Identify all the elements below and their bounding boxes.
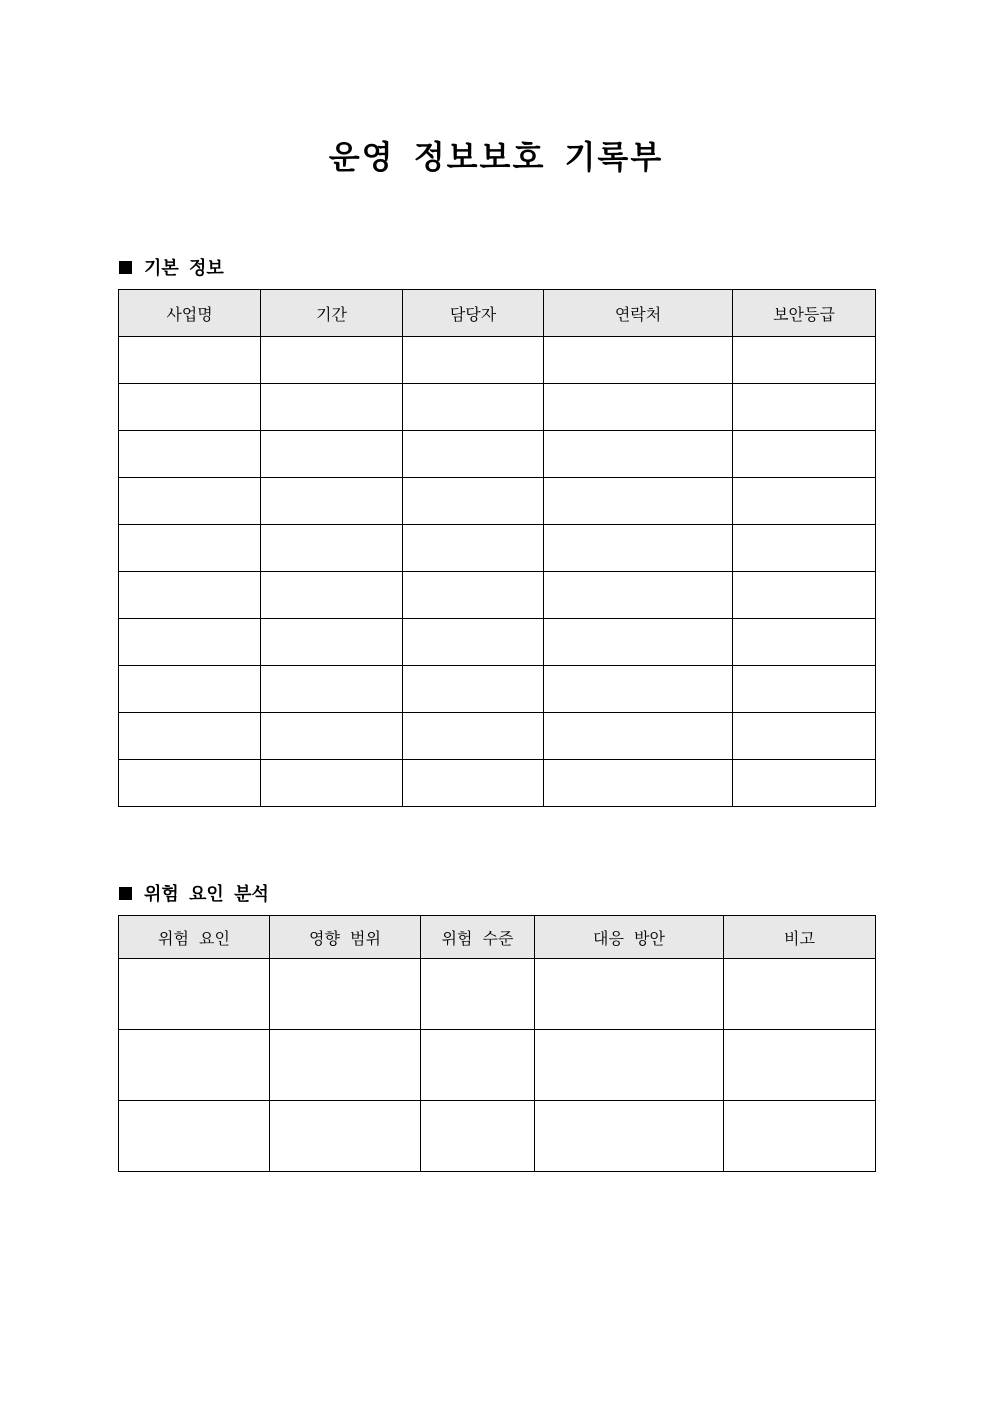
table-cell[interactable] bbox=[544, 525, 733, 572]
table-cell[interactable] bbox=[733, 760, 876, 807]
table-cell[interactable] bbox=[403, 619, 544, 666]
table-cell[interactable] bbox=[270, 1101, 421, 1172]
table-row bbox=[119, 1101, 876, 1172]
table-row bbox=[119, 478, 876, 525]
table-row bbox=[119, 959, 876, 1030]
table-cell[interactable] bbox=[733, 572, 876, 619]
table-cell[interactable] bbox=[119, 478, 261, 525]
table-cell[interactable] bbox=[119, 713, 261, 760]
square-bullet-icon bbox=[119, 887, 132, 900]
risk-analysis-table bbox=[118, 915, 876, 1172]
basic-info-heading-label: 기본 정보 bbox=[144, 258, 224, 279]
table-cell[interactable] bbox=[421, 1101, 535, 1172]
risk-analysis-heading-label: 위험 요인 분석 bbox=[144, 884, 269, 905]
table-cell[interactable] bbox=[261, 619, 403, 666]
table-cell[interactable] bbox=[724, 1030, 876, 1101]
table-cell[interactable] bbox=[403, 713, 544, 760]
table-cell[interactable] bbox=[403, 337, 544, 384]
table-cell[interactable] bbox=[261, 431, 403, 478]
table-cell[interactable] bbox=[544, 431, 733, 478]
table-cell[interactable] bbox=[544, 666, 733, 713]
table-cell[interactable] bbox=[119, 1030, 270, 1101]
column-header-security-level: 보안등급 bbox=[733, 290, 876, 337]
table-cell[interactable] bbox=[119, 959, 270, 1030]
table-cell[interactable] bbox=[119, 619, 261, 666]
table-row bbox=[119, 713, 876, 760]
table-cell[interactable] bbox=[261, 525, 403, 572]
table-header-row bbox=[119, 290, 876, 337]
table-cell[interactable] bbox=[544, 478, 733, 525]
table-row bbox=[119, 337, 876, 384]
table-cell[interactable] bbox=[261, 760, 403, 807]
table-cell[interactable] bbox=[119, 760, 261, 807]
basic-info-heading bbox=[119, 254, 224, 280]
table-row bbox=[119, 666, 876, 713]
table-header-row bbox=[119, 916, 876, 959]
table-cell[interactable] bbox=[261, 478, 403, 525]
column-header-risk-level: 위험 수준 bbox=[421, 916, 535, 959]
table-cell[interactable] bbox=[733, 478, 876, 525]
table-cell[interactable] bbox=[403, 384, 544, 431]
table-cell[interactable] bbox=[724, 1101, 876, 1172]
table-cell[interactable] bbox=[403, 478, 544, 525]
risk-analysis-heading bbox=[119, 880, 269, 906]
table-cell[interactable] bbox=[119, 572, 261, 619]
table-cell[interactable] bbox=[403, 760, 544, 807]
table-cell[interactable] bbox=[421, 1030, 535, 1101]
table-cell[interactable] bbox=[270, 959, 421, 1030]
table-cell[interactable] bbox=[544, 337, 733, 384]
table-row bbox=[119, 572, 876, 619]
table-cell[interactable] bbox=[535, 1101, 724, 1172]
table-cell[interactable] bbox=[119, 384, 261, 431]
column-header-project-name: 사업명 bbox=[119, 290, 261, 337]
table-cell[interactable] bbox=[733, 525, 876, 572]
table-row bbox=[119, 1030, 876, 1101]
document-title: 운영 정보보호 기록부 bbox=[328, 138, 664, 176]
table-cell[interactable] bbox=[261, 337, 403, 384]
table-cell[interactable] bbox=[119, 337, 261, 384]
table-cell[interactable] bbox=[119, 525, 261, 572]
table-cell[interactable] bbox=[544, 760, 733, 807]
table-cell[interactable] bbox=[733, 337, 876, 384]
table-cell[interactable] bbox=[733, 384, 876, 431]
column-header-impact-scope: 영향 범위 bbox=[270, 916, 421, 959]
table-row bbox=[119, 431, 876, 478]
table-cell[interactable] bbox=[733, 431, 876, 478]
column-header-period: 기간 bbox=[261, 290, 403, 337]
table-row bbox=[119, 525, 876, 572]
table-cell[interactable] bbox=[403, 666, 544, 713]
table-cell[interactable] bbox=[403, 525, 544, 572]
table-cell[interactable] bbox=[733, 713, 876, 760]
table-cell[interactable] bbox=[261, 384, 403, 431]
table-cell[interactable] bbox=[724, 959, 876, 1030]
table-cell[interactable] bbox=[535, 959, 724, 1030]
table-cell[interactable] bbox=[535, 1030, 724, 1101]
table-cell[interactable] bbox=[403, 572, 544, 619]
column-header-contact: 연락처 bbox=[544, 290, 733, 337]
table-cell[interactable] bbox=[261, 666, 403, 713]
square-bullet-icon bbox=[119, 261, 132, 274]
column-header-risk-factor: 위험 요인 bbox=[119, 916, 270, 959]
table-cell[interactable] bbox=[403, 431, 544, 478]
table-cell[interactable] bbox=[421, 959, 535, 1030]
table-row bbox=[119, 384, 876, 431]
table-cell[interactable] bbox=[544, 619, 733, 666]
column-header-countermeasure: 대응 방안 bbox=[535, 916, 724, 959]
table-cell[interactable] bbox=[119, 431, 261, 478]
column-header-manager: 담당자 bbox=[403, 290, 544, 337]
basic-info-table bbox=[118, 289, 876, 807]
table-cell[interactable] bbox=[119, 1101, 270, 1172]
table-cell[interactable] bbox=[544, 713, 733, 760]
table-cell[interactable] bbox=[544, 384, 733, 431]
table-cell[interactable] bbox=[733, 666, 876, 713]
column-header-remarks: 비고 bbox=[724, 916, 876, 959]
table-cell[interactable] bbox=[544, 572, 733, 619]
table-cell[interactable] bbox=[261, 713, 403, 760]
table-row bbox=[119, 760, 876, 807]
table-cell[interactable] bbox=[119, 666, 261, 713]
table-cell[interactable] bbox=[733, 619, 876, 666]
table-row bbox=[119, 619, 876, 666]
table-cell[interactable] bbox=[261, 572, 403, 619]
table-cell[interactable] bbox=[270, 1030, 421, 1101]
